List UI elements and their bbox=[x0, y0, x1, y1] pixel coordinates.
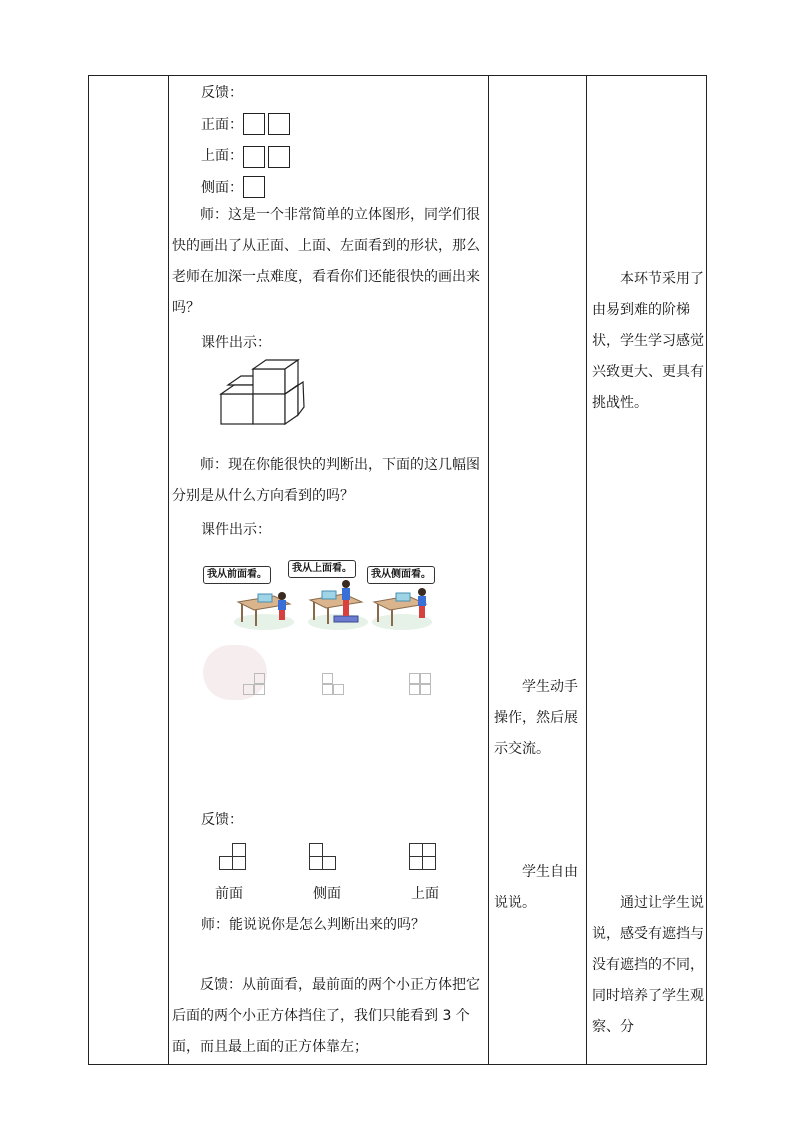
student-activity: 学生自由说说。 bbox=[494, 864, 578, 911]
square-shape bbox=[309, 856, 323, 870]
design-note: 本环节采用了由易到难的阶梯状，学生学习感觉兴致更大、更具有挑战性。 bbox=[592, 271, 704, 411]
column-divider bbox=[586, 76, 587, 1064]
column-divider bbox=[488, 76, 489, 1064]
front-view-label: 正面： bbox=[201, 117, 243, 133]
square-shape bbox=[409, 856, 423, 870]
feedback-label: 反馈： bbox=[201, 85, 243, 101]
square-shape bbox=[420, 684, 431, 695]
square-shape bbox=[219, 856, 233, 870]
teacher-paragraph: 师：现在你能很快的判断出，下面的这几幅图分别是从什么方向看到的吗？ bbox=[172, 457, 480, 504]
teacher-question: 师：能说说你是怎么判断出来的吗？ bbox=[201, 917, 425, 933]
square-shape bbox=[333, 684, 344, 695]
observation-scene-illustration bbox=[232, 586, 294, 630]
teacher-paragraph: 师：这是一个非常简单的立体图形，同学们很快的画出了从正面、上面、左面看到的形状，那么老师在加深一点难度，看看你们还能很快的画出来吗？ bbox=[172, 207, 480, 316]
square-shape bbox=[268, 113, 290, 135]
square-shape bbox=[243, 113, 265, 135]
square-shape bbox=[254, 684, 265, 695]
square-shape bbox=[322, 673, 333, 684]
square-shape bbox=[409, 673, 420, 684]
cube-stack-figure bbox=[215, 352, 310, 428]
square-shape bbox=[243, 146, 265, 168]
observation-scene-illustration bbox=[306, 578, 368, 630]
square-shape bbox=[243, 176, 265, 198]
feedback-label: 反馈： bbox=[201, 812, 243, 828]
side-view-label: 侧面： bbox=[201, 180, 243, 196]
design-note: 通过让学生说说，感受有遮挡与没有遮挡的不同，同时培养了学生观察、分 bbox=[592, 895, 704, 1035]
square-shape bbox=[422, 856, 436, 870]
square-shape bbox=[309, 843, 323, 857]
square-shape bbox=[422, 843, 436, 857]
square-shape bbox=[322, 856, 336, 870]
courseware-label: 课件出示： bbox=[201, 522, 271, 538]
view-label: 侧面 bbox=[313, 886, 341, 902]
square-shape bbox=[254, 673, 265, 684]
speech-bubble: 我从前面看。 bbox=[203, 566, 271, 584]
courseware-label: 课件出示： bbox=[201, 335, 271, 351]
square-shape bbox=[268, 146, 290, 168]
speech-bubble: 我从侧面看。 bbox=[367, 566, 435, 584]
column-divider bbox=[168, 76, 169, 1064]
square-shape bbox=[420, 673, 431, 684]
feedback-paragraph: 反馈：从前面看，最前面的两个小正方体把它后面的两个小正方体挡住了，我们只能看到 3 个面，而且最上面的正方体靠左； bbox=[172, 977, 480, 1055]
square-shape bbox=[409, 684, 420, 695]
view-label: 前面 bbox=[215, 886, 243, 902]
speech-bubble: 我从上面看。 bbox=[288, 560, 356, 578]
square-shape bbox=[232, 856, 246, 870]
square-shape bbox=[322, 684, 333, 695]
view-label: 上面 bbox=[411, 886, 439, 902]
observation-scene-illustration bbox=[370, 584, 432, 630]
square-shape bbox=[409, 843, 423, 857]
student-activity: 学生动手操作，然后展示交流。 bbox=[494, 679, 578, 757]
square-shape bbox=[243, 684, 254, 695]
square-shape bbox=[232, 843, 246, 857]
top-view-label: 上面： bbox=[201, 148, 243, 164]
